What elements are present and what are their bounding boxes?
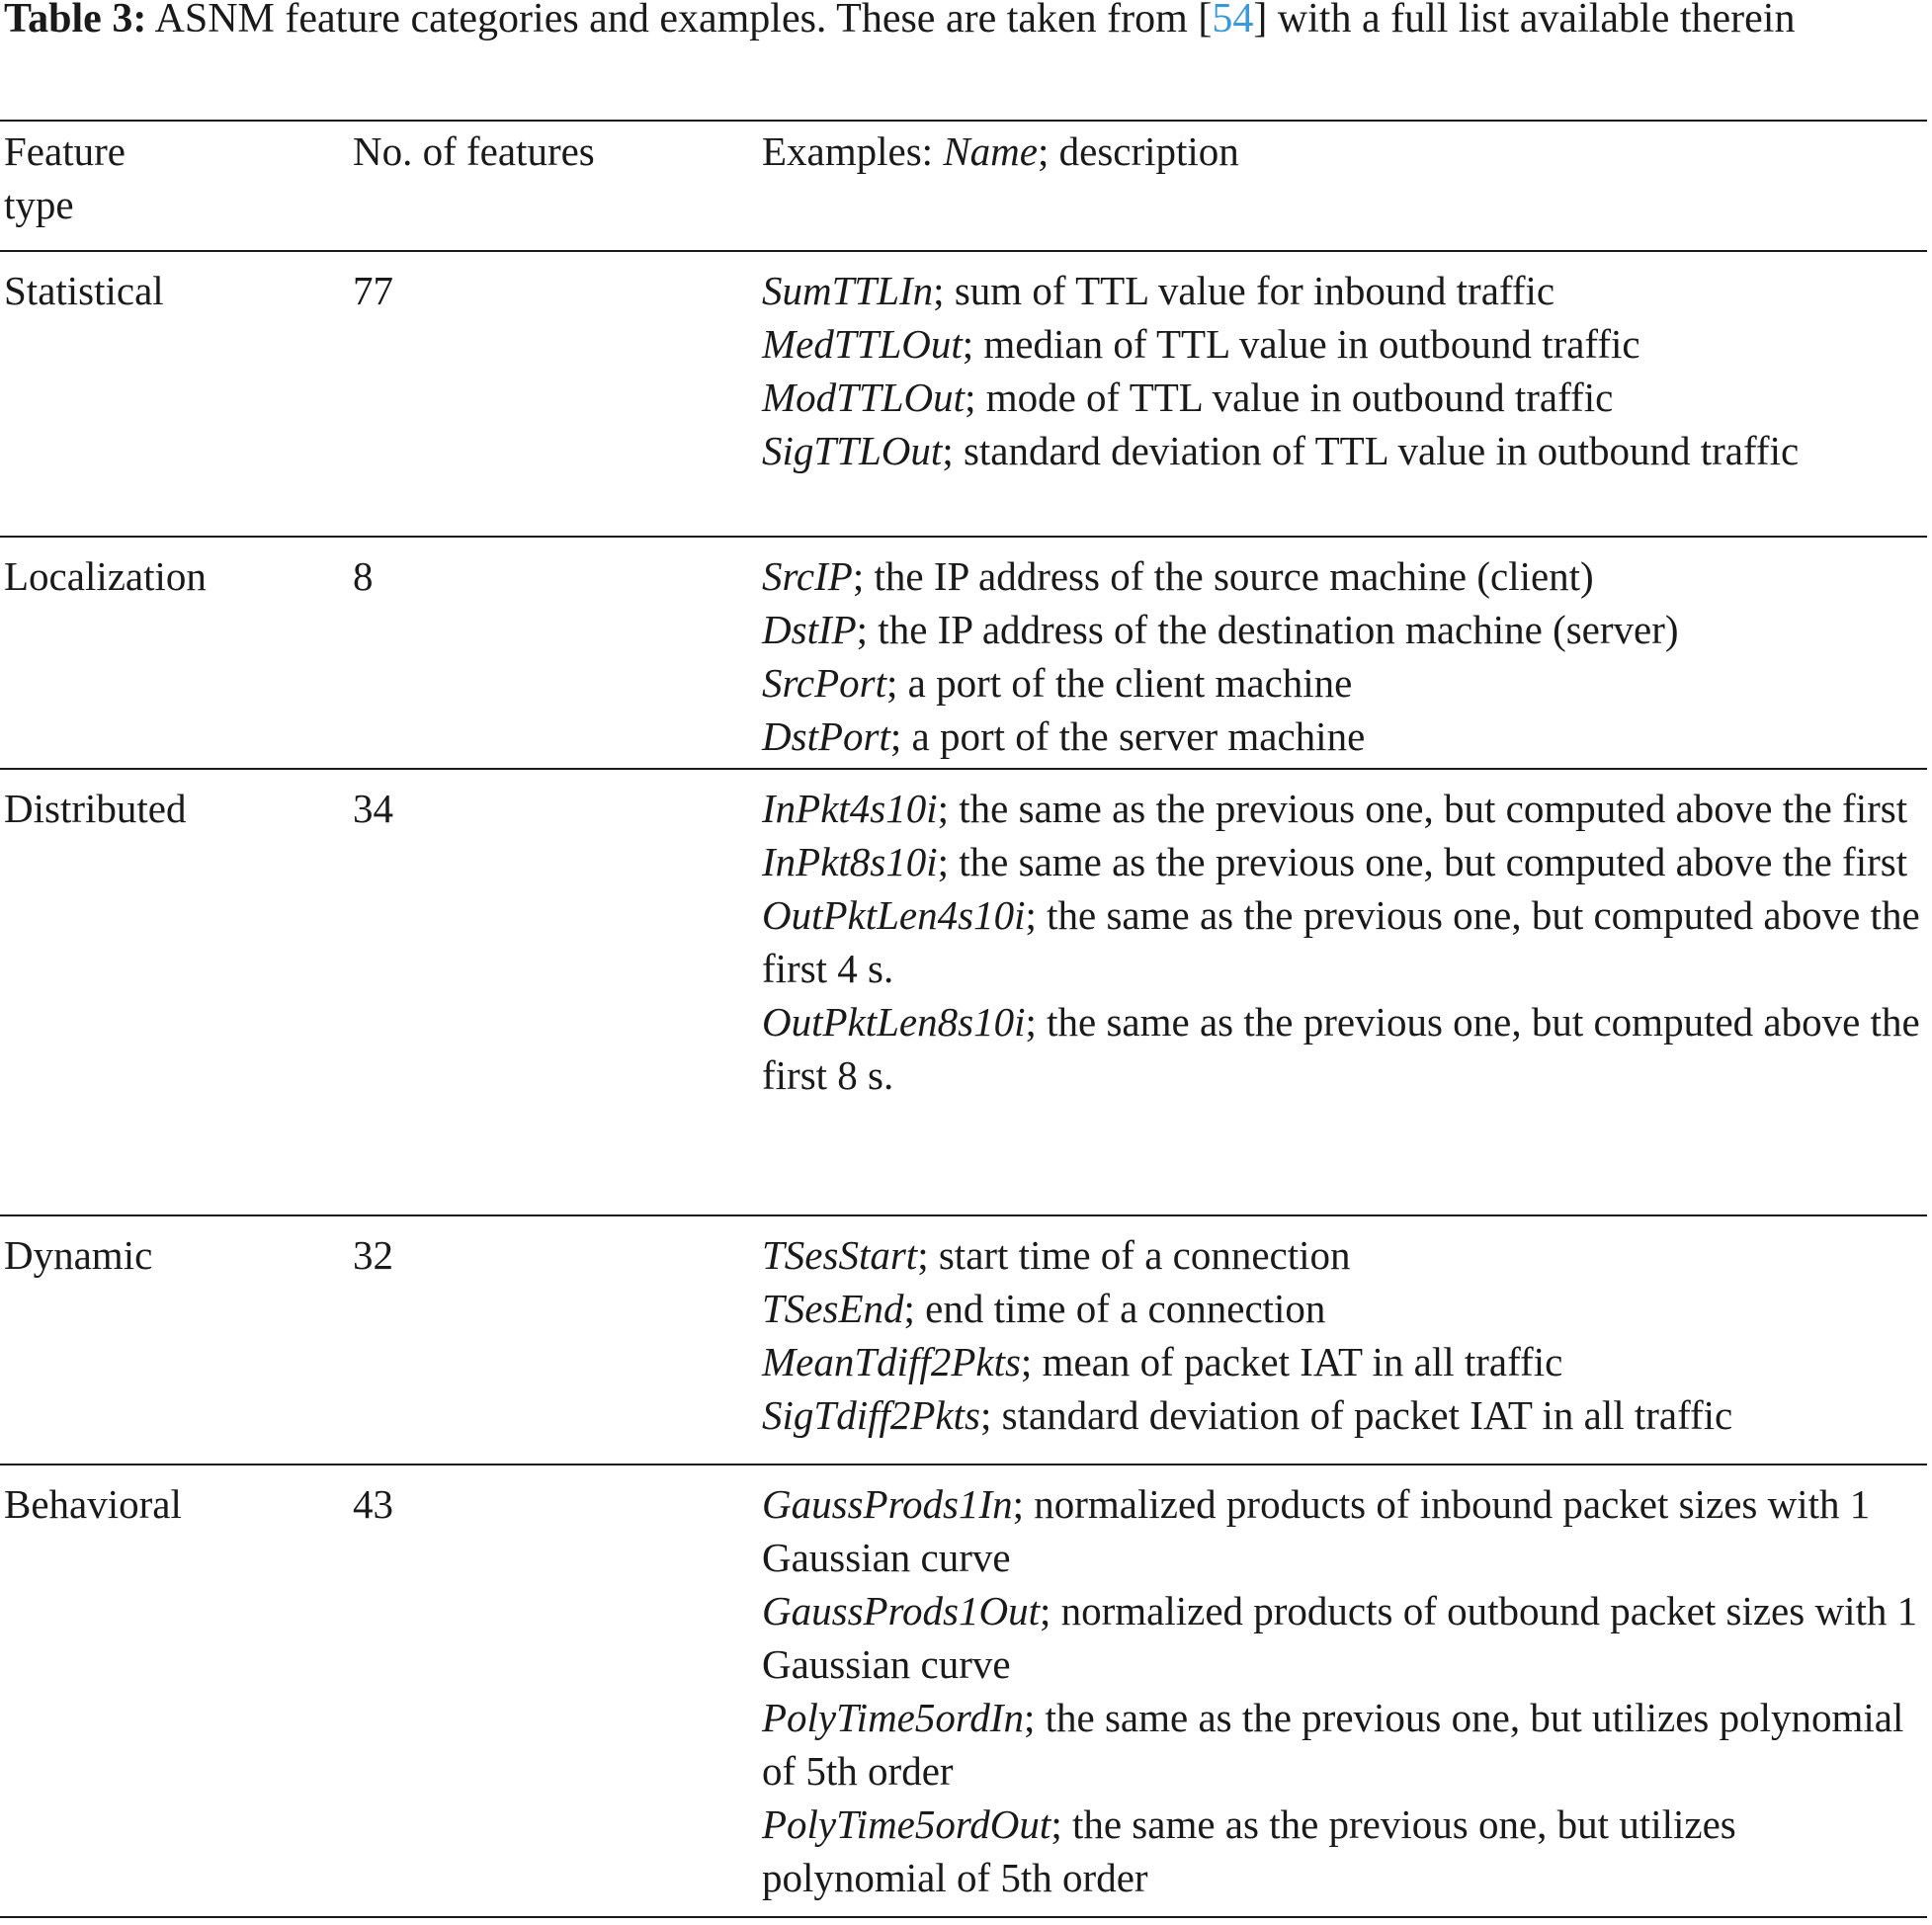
- example-item: [762, 317, 1928, 371]
- example-name: SrcPort: [762, 660, 887, 706]
- example-name: GaussProds1Out: [762, 1588, 1040, 1633]
- example-item: [762, 995, 1928, 1102]
- caption-text-end: ] with a full list available therein: [1253, 0, 1796, 42]
- example-name: OutPktLen4s10i: [762, 892, 1026, 938]
- example-item: [762, 424, 1928, 477]
- example-item: [762, 835, 1928, 888]
- example-description: ; the same as the previous one, but utilizes polynomial of 5th order: [762, 1695, 1904, 1794]
- header-num-features: No. of features: [353, 128, 595, 174]
- example-description: ; sum of TTL value for inbound traffic: [933, 268, 1555, 313]
- example-item: [762, 1335, 1928, 1388]
- row-examples: [762, 782, 1928, 1102]
- example-item: [762, 1798, 1928, 1904]
- example-item: [762, 264, 1928, 317]
- example-name: InPkt8s10i: [762, 839, 938, 884]
- table-row-rule: [0, 1464, 1927, 1465]
- example-description: ; normalized products of inbound packet sizes with 1 Gaussian curve: [762, 1481, 1871, 1580]
- example-description: ; the same as the previous one, but computed above the first: [937, 839, 1908, 884]
- example-item: [762, 549, 1928, 603]
- example-name: PolyTime5ordOut: [762, 1801, 1051, 1847]
- header-examples-name: Name: [943, 128, 1038, 174]
- example-item: [762, 710, 1928, 763]
- example-item: [762, 371, 1928, 424]
- header-examples-prefix: Examples:: [762, 128, 944, 174]
- example-name: SumTTLIn: [762, 268, 934, 313]
- header-examples-suffix: ; description: [1037, 128, 1239, 174]
- example-name: TSesStart: [762, 1232, 918, 1278]
- example-description: ; the same as the previous one, but computed above the first 4 s.: [762, 892, 1920, 991]
- row-num-features: 77: [353, 268, 393, 313]
- example-description: ; normalized products of outbound packet sizes with 1 Gaussian curve: [762, 1588, 1918, 1687]
- example-description: ; a port of the client machine: [886, 660, 1353, 706]
- row-num-features: 34: [353, 786, 393, 831]
- row-num-features: 43: [353, 1481, 393, 1527]
- example-name: ModTTLOut: [762, 375, 966, 420]
- row-examples: [762, 264, 1928, 477]
- caption-text: ASNM feature categories and examples. These are taken from [: [146, 0, 1213, 42]
- row-feature-type: Localization: [4, 553, 207, 599]
- table-caption: [4, 0, 1926, 45]
- row-examples: [762, 549, 1928, 763]
- example-description: ; mean of packet IAT in all traffic: [1020, 1339, 1563, 1384]
- header-feature-type: Feature type: [4, 128, 126, 227]
- example-name: GaussProds1In: [762, 1481, 1013, 1527]
- row-examples: [762, 1228, 1928, 1442]
- example-item: [762, 656, 1928, 710]
- example-description: ; the same as the previous one, but computed above the first 8 s.: [762, 999, 1920, 1098]
- example-item: [762, 1282, 1928, 1335]
- example-item: [762, 1388, 1928, 1442]
- example-name: SrcIP: [762, 553, 853, 599]
- row-feature-type: Distributed: [4, 786, 187, 831]
- example-description: ; the same as the previous one, but utilizes polynomial of 5th order: [762, 1801, 1736, 1900]
- example-description: ; end time of a connection: [903, 1286, 1326, 1331]
- table-header-rule: [0, 250, 1927, 252]
- example-description: ; median of TTL value in outbound traffic: [962, 321, 1640, 367]
- example-description: ; mode of TTL value in outbound traffic: [965, 375, 1614, 420]
- example-item: [762, 603, 1928, 656]
- example-description: ; the same as the previous one, but computed above the first: [937, 786, 1908, 831]
- row-num-features: 32: [353, 1232, 393, 1278]
- example-description: ; the IP address of the destination machine (server): [856, 607, 1679, 652]
- row-feature-type: Statistical: [4, 268, 164, 313]
- table-row-rule: [0, 1214, 1927, 1216]
- example-name: SigTdiff2Pkts: [762, 1392, 980, 1438]
- example-description: ; standard deviation of TTL value in outbound traffic: [942, 428, 1800, 473]
- example-item: [762, 1228, 1928, 1282]
- caption-label: Table 3:: [4, 0, 147, 42]
- example-name: PolyTime5ordIn: [762, 1695, 1024, 1740]
- example-description: ; standard deviation of packet IAT in all traffic: [979, 1392, 1733, 1438]
- example-name: TSesEnd: [762, 1286, 904, 1331]
- example-name: OutPktLen8s10i: [762, 999, 1026, 1045]
- header-examples: [762, 125, 1928, 178]
- row-examples: [762, 1477, 1928, 1904]
- row-num-features: 8: [353, 553, 374, 599]
- example-name: MedTTLOut: [762, 321, 963, 367]
- example-item: [762, 1691, 1928, 1798]
- example-item: [762, 1477, 1928, 1584]
- example-name: DstIP: [762, 607, 857, 652]
- example-name: SigTTLOut: [762, 428, 943, 473]
- example-description: ; the IP address of the source machine (client): [852, 553, 1594, 599]
- example-item: [762, 888, 1928, 995]
- table-row-rule: [0, 536, 1927, 538]
- example-description: ; start time of a connection: [917, 1232, 1351, 1278]
- table-row-rule: [0, 768, 1927, 770]
- example-item: [762, 782, 1928, 835]
- example-name: InPkt4s10i: [762, 786, 938, 831]
- example-name: MeanTdiff2Pkts: [762, 1339, 1021, 1384]
- table-top-rule: [0, 120, 1927, 122]
- row-feature-type: Dynamic: [4, 1232, 153, 1278]
- example-name: DstPort: [762, 713, 890, 759]
- row-feature-type: Behavioral: [4, 1481, 182, 1527]
- table-bottom-rule: [0, 1916, 1927, 1918]
- example-item: [762, 1584, 1928, 1691]
- caption-reference-link[interactable]: 54: [1212, 0, 1254, 42]
- example-description: ; a port of the server machine: [889, 713, 1366, 759]
